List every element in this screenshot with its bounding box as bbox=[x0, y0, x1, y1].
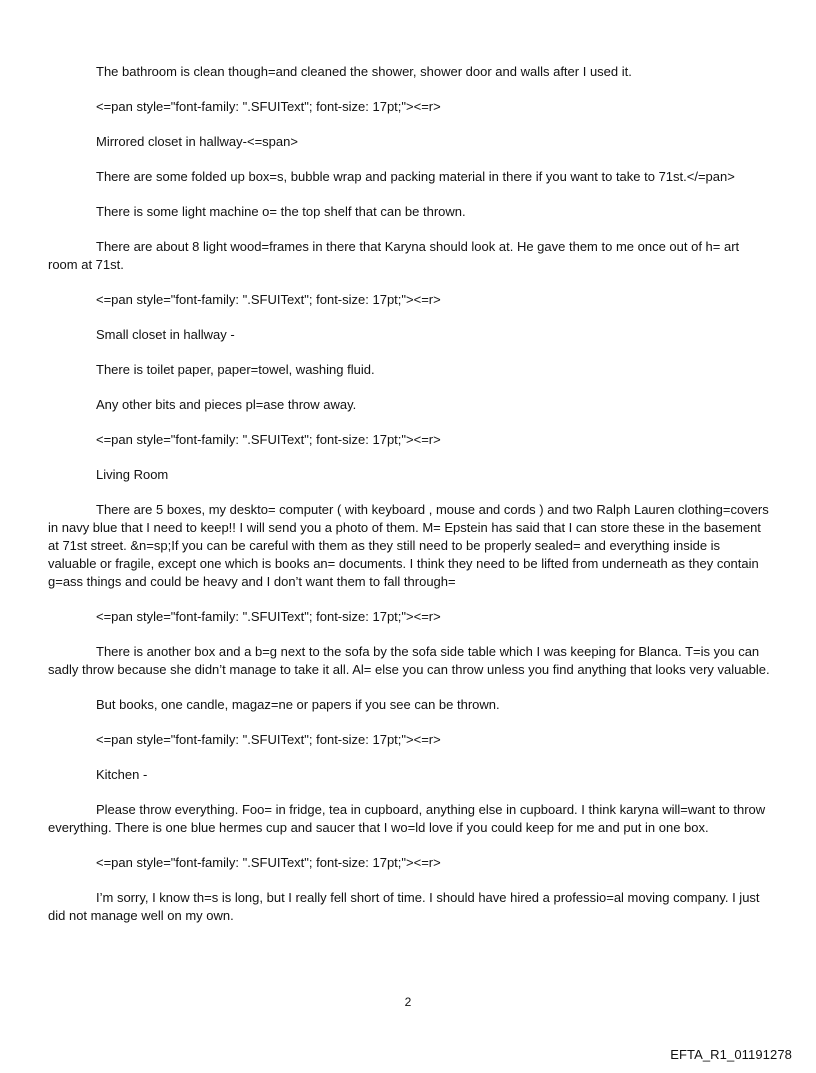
paragraph-apology: I’m sorry, I know th=s is long, but I really fell short of time. I should have hired a professio=al moving company. I just did not manage well on my own. bbox=[48, 890, 760, 923]
paragraph-folded-boxes: There are some folded up box=s, bubble wrap and packing material in there if you want to take to 71st.</=pan> bbox=[96, 169, 735, 184]
paragraph-living-room-heading: Living Room bbox=[96, 467, 169, 482]
paragraph-kitchen-heading: Kitchen - bbox=[96, 767, 148, 782]
paragraph-light-machine: There is some light machine o= the top shelf that can be thrown. bbox=[96, 204, 466, 219]
paragraph-bathroom: The bathroom is clean though=and cleaned the shower, shower door and walls after I used it. bbox=[96, 64, 632, 79]
paragraph-wood-frames: There are about 8 light wood=frames in there that Karyna should look at. He gave them to me once out of h= art room at 71st. bbox=[48, 239, 740, 272]
paragraph-span-artifact: <=pan style="font-family: ".SFUIText"; font-size: 17pt;"><=r> bbox=[96, 292, 441, 307]
paragraph-five-boxes: There are 5 boxes, my deskto= computer ( with keyboard , mouse and cords ) and two Ralph Lauren clothing=covers in navy blue that I need to keep!! I will send you a photo of them. M= Epstein has said that I can store these in the basement at 71st street. &n=sp;If you can be careful with them as they still need to be properly sealed= and everything inside is valuable or fragile, except one which is books an= documents. I think they need to be lifted from underneath as they contain g=ass things and could be heavy and I don’t want them to fall through= bbox=[48, 502, 769, 589]
paragraph-small-closet-heading: Small closet in hallway - bbox=[96, 327, 235, 342]
paragraph-span-artifact: <=pan style="font-family: ".SFUIText"; font-size: 17pt;"><=r> bbox=[96, 855, 441, 870]
paragraph-another-box: There is another box and a b=g next to the sofa by the sofa side table which I was keeping for Blanca. T=is you can sadly throw because she didn’t manage to take it all. Al= else you can throw unless you find anything that looks very valuable. bbox=[48, 644, 770, 677]
bates-number: EFTA_R1_01191278 bbox=[670, 1047, 792, 1062]
paragraph-mirrored-closet-heading: Mirrored closet in hallway-<=span> bbox=[96, 134, 298, 149]
paragraph-books-candle: But books, one candle, magaz=ne or papers if you see can be thrown. bbox=[96, 697, 500, 712]
paragraph-toilet-paper: There is toilet paper, paper=towel, washing fluid. bbox=[96, 362, 375, 377]
paragraph-span-artifact: <=pan style="font-family: ".SFUIText"; font-size: 17pt;"><=r> bbox=[96, 432, 441, 447]
paragraph-other-bits: Any other bits and pieces pl=ase throw away. bbox=[96, 397, 357, 412]
page-number: 2 bbox=[404, 995, 412, 1009]
document-body bbox=[48, 63, 770, 942]
paragraph-span-artifact: <=pan style="font-family: ".SFUIText"; font-size: 17pt;"><=r> bbox=[96, 99, 441, 114]
paragraph-span-artifact: <=pan style="font-family: ".SFUIText"; font-size: 17pt;"><=r> bbox=[96, 609, 441, 624]
paragraph-kitchen-instructions: Please throw everything. Foo= in fridge, tea in cupboard, anything else in cupboard. I think karyna will=want to throw everything. There is one blue hermes cup and saucer that I wo=ld love if you could keep for me and put in one box. bbox=[48, 802, 766, 835]
paragraph-span-artifact: <=pan style="font-family: ".SFUIText"; font-size: 17pt;"><=r> bbox=[96, 732, 441, 747]
